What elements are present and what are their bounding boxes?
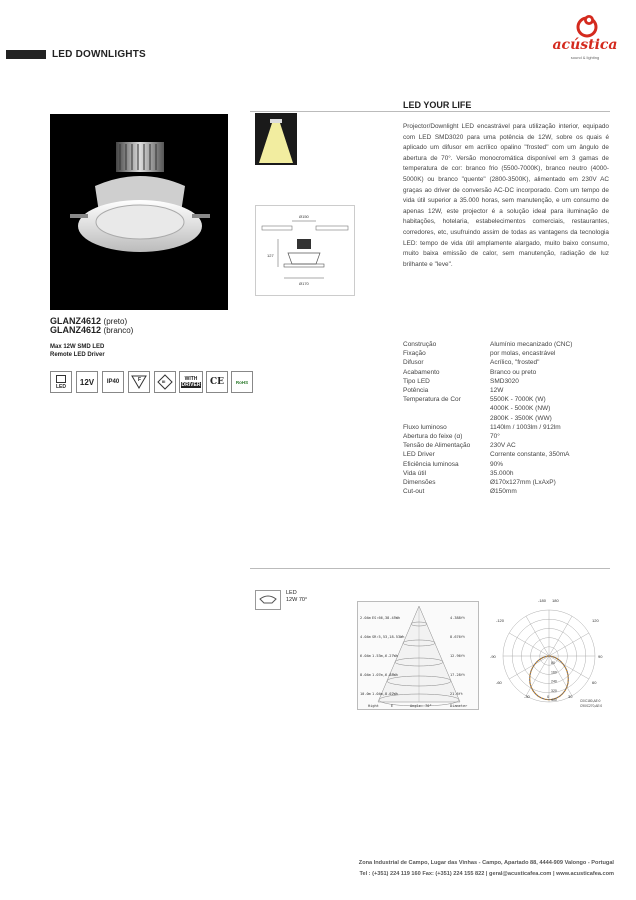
logo-icon	[545, 15, 625, 39]
cone-left-label: SR:5,53,18.53Wh	[372, 635, 405, 639]
specs-table	[403, 340, 613, 496]
product-description: Projector/Downlight LED encastrável para utilização interior, equipado com LED SMD3020 para uma potência de 12W, sobre os quais é aplicado um difusor em acrílico opalino "frosted" com um ângulo de abertura de 70°. Versão monocromática disponível em 3 gamas de temperatura de cor: branco frio (5500-7000K), branco neutro (4000-5000K) ou branco "quente" (2800-3500K), alimentado em 230V AC graças ao driver de conversão AC-DC incorporado. Com um tempo de vida útil superior a 35.000 horas, sem manutenção, e um consumo de apenas 12W, este projector é a solução ideal para iluminação de habitações, hotelaria, estabelecimentos comerciais, restaurantes, corredores, etc, usufruindo assim de todas as vantagens da tecnologia LED: tempo de vida útil amplamente alargado, muito baixo consumo, muito baixa emissão de calor, sem manutenção, radiação de luz brilhante e "leve".	[403, 123, 609, 268]
spec-line-led: Max 12W SMD LED	[50, 344, 105, 350]
cone-h-label: 4.04m	[360, 635, 371, 639]
polar-spoke	[526, 616, 549, 656]
slogan: LED YOUR LIFE	[403, 100, 472, 110]
spec-value: 35.000h	[490, 469, 514, 477]
product-code: GLANZ4612	[50, 316, 102, 326]
spec-row	[403, 478, 613, 487]
cone-left-label: 1.04m,8.02Wh	[372, 692, 398, 696]
spec-key: Fluxo luminoso	[403, 423, 447, 431]
spec-value: Ø150mm	[490, 488, 517, 496]
spec-key: Dimensões	[403, 479, 436, 487]
logo-tagline: sound & lighting	[570, 55, 600, 60]
polar-spoke	[549, 616, 572, 656]
divider	[250, 111, 610, 112]
ip40-badge: IP40	[102, 371, 124, 393]
cone-h-label: 2.04m	[360, 616, 371, 620]
polar-light-distribution	[488, 598, 610, 710]
spec-row	[403, 423, 613, 432]
f-mark-icon: F	[128, 371, 150, 393]
spec-row	[403, 377, 613, 386]
spec-value: 90%	[490, 460, 504, 468]
beam-label-led: LED	[286, 590, 297, 596]
product-photo	[50, 114, 228, 310]
spec-value: Alumínio mecanizado (CNC)	[490, 341, 573, 348]
header-bar	[6, 50, 46, 59]
12v-badge: 12V	[76, 371, 98, 393]
ce-mark-icon: CE	[206, 371, 228, 393]
cone-right-label: 4.388ft	[450, 616, 466, 620]
polar-angle-label: 180	[552, 598, 559, 603]
polar-spoke	[549, 633, 589, 656]
cone-col-diameter: Diameter	[450, 704, 468, 708]
polar-ring-label: 160	[551, 670, 557, 675]
spec-value: 230V AC	[490, 442, 516, 450]
polar-angle-label: -90	[490, 654, 496, 659]
polar-angle-label: 120	[592, 618, 599, 623]
cone-right-label: 8.676ft	[450, 635, 466, 639]
spec-key: Cut-out	[403, 488, 425, 496]
spec-key: LED Driver	[403, 451, 435, 459]
cone-col-height: Hight	[368, 704, 379, 708]
polar-angle-label: -60	[496, 680, 502, 685]
cone-left-label: ES:66,38.45Wh	[372, 616, 401, 620]
logo-wordmark: acústica	[552, 37, 618, 53]
spec-value: Corrente constante, 350mA	[490, 451, 570, 459]
spec-row	[403, 487, 613, 496]
spec-key: Tipo LED	[403, 377, 430, 385]
rohs-icon: RoHS	[231, 371, 253, 393]
polar-ring-label: 80	[551, 661, 555, 666]
polar-angle-label: 0	[547, 694, 550, 699]
spec-value: 1140lm / 1003lm / 912lm	[490, 423, 561, 431]
spec-key: Tensão de Alimentação	[403, 442, 471, 450]
cone-right-label: 21.6ft	[450, 692, 463, 696]
led-icon: LED	[50, 371, 72, 393]
product-name-white	[50, 325, 133, 335]
polar-ring-label: 240	[551, 679, 557, 684]
polar-spoke	[509, 633, 549, 656]
polar-spoke	[509, 656, 549, 679]
spec-key: Eficiência luminosa	[403, 460, 459, 468]
drawing-height: 127	[267, 253, 274, 258]
spec-row	[403, 414, 613, 423]
spec-row	[403, 368, 613, 377]
photometric-cone-diagram	[357, 601, 479, 710]
spec-row	[403, 349, 613, 358]
spec-key: Difusor	[403, 359, 424, 367]
spec-value: 70°	[490, 433, 500, 441]
cone-h-label: 10.0m	[360, 692, 371, 696]
brand-logo	[545, 15, 625, 65]
with-driver-badge: WITH DRIVER	[179, 371, 203, 393]
spec-value: 12W	[490, 387, 504, 395]
spec-key	[403, 414, 490, 423]
spec-value: 5500K - 7000K (W)	[490, 396, 546, 404]
spec-value: Ø170x127mm (LxAxP)	[490, 479, 556, 487]
spec-row	[403, 441, 613, 450]
spec-value: por molas, encastrável	[490, 350, 556, 358]
dimension-drawing	[255, 205, 355, 296]
spec-key: Potência	[403, 387, 429, 395]
section-title: LED DOWNLIGHTS	[52, 49, 146, 60]
spec-value: 2800K - 3500K (WW)	[490, 414, 552, 422]
cone-h-label: 6.04m	[360, 654, 371, 658]
spec-value: Branco ou preto	[490, 368, 537, 376]
cone-col-angle: Angle: 70°	[410, 704, 432, 708]
spec-value: Acrílico, "frosted"	[490, 359, 540, 367]
spec-row	[403, 386, 613, 395]
beam-illustration	[255, 113, 297, 165]
spec-row	[403, 404, 613, 413]
spec-key: Acabamento	[403, 368, 440, 376]
spec-row	[403, 432, 613, 441]
spec-key	[403, 404, 490, 413]
cone-right-label: 17.28ft	[450, 673, 466, 677]
polar-angle-label: 30	[568, 694, 573, 699]
spec-key: Temperatura de Cor	[403, 396, 461, 404]
spec-key: Vida útil	[403, 469, 427, 477]
cone-h-label: 8.04m	[360, 673, 371, 677]
spec-value: SMD3020	[490, 377, 519, 385]
product-variant: (preto)	[103, 317, 128, 326]
polar-angle-label: 60	[592, 680, 597, 685]
spec-row	[403, 358, 613, 367]
spec-row	[403, 340, 613, 349]
polar-ring-label: 400	[551, 698, 557, 702]
spec-row	[403, 395, 613, 404]
polar-ring-label: 320	[551, 688, 557, 693]
spec-key: Abertura do feixe (α)	[403, 433, 463, 441]
polar-angle-label: -30	[524, 694, 530, 699]
spec-row	[403, 450, 613, 459]
spec-line-driver: Remote LED Driver	[50, 352, 105, 358]
polar-angle-label: -120	[496, 618, 505, 623]
cone-left-label: 1.07m,6.88Wh	[372, 673, 398, 677]
cone-right-label: 12.96ft	[450, 654, 466, 658]
product-code: GLANZ4612	[50, 325, 102, 335]
polar-legend: C90/C270,ΔE:0	[580, 704, 603, 708]
beam-label-power-angle: 12W 70°	[286, 597, 308, 603]
beam-angle-icon	[255, 590, 281, 610]
polar-angle-label: -180	[538, 598, 547, 603]
spec-key: Construção	[403, 341, 437, 348]
spec-value: 4000K - 5000K (NW)	[490, 405, 551, 413]
polar-angle-label: 90	[598, 654, 603, 659]
drawing-width-top: Ø150	[299, 214, 309, 219]
class-iii-icon: III	[154, 371, 176, 393]
cone-left-label: 1.53m,6.27Wh	[372, 654, 398, 658]
spec-row	[403, 460, 613, 469]
polar-legend: C0/C180,ΔE:0	[580, 699, 601, 703]
footer-contacts: Tel : (+351) 224 119 160 Fax: (+351) 224 155 822 | geral@acusticafea.com | www.acusticafea.com	[359, 871, 614, 877]
spec-row	[403, 469, 613, 478]
drawing-width-bottom: Ø170	[299, 281, 309, 286]
polar-spoke	[549, 656, 589, 679]
product-variant: (branco)	[103, 326, 134, 335]
divider	[250, 568, 610, 569]
footer-address: Zona Industrial de Campo, Lugar das Vinhas - Campo, Apartado 88, 4444-909 Valongo - Portugal	[358, 860, 614, 866]
spec-key: Fixação	[403, 350, 426, 358]
cone-col-e: E	[391, 704, 394, 708]
